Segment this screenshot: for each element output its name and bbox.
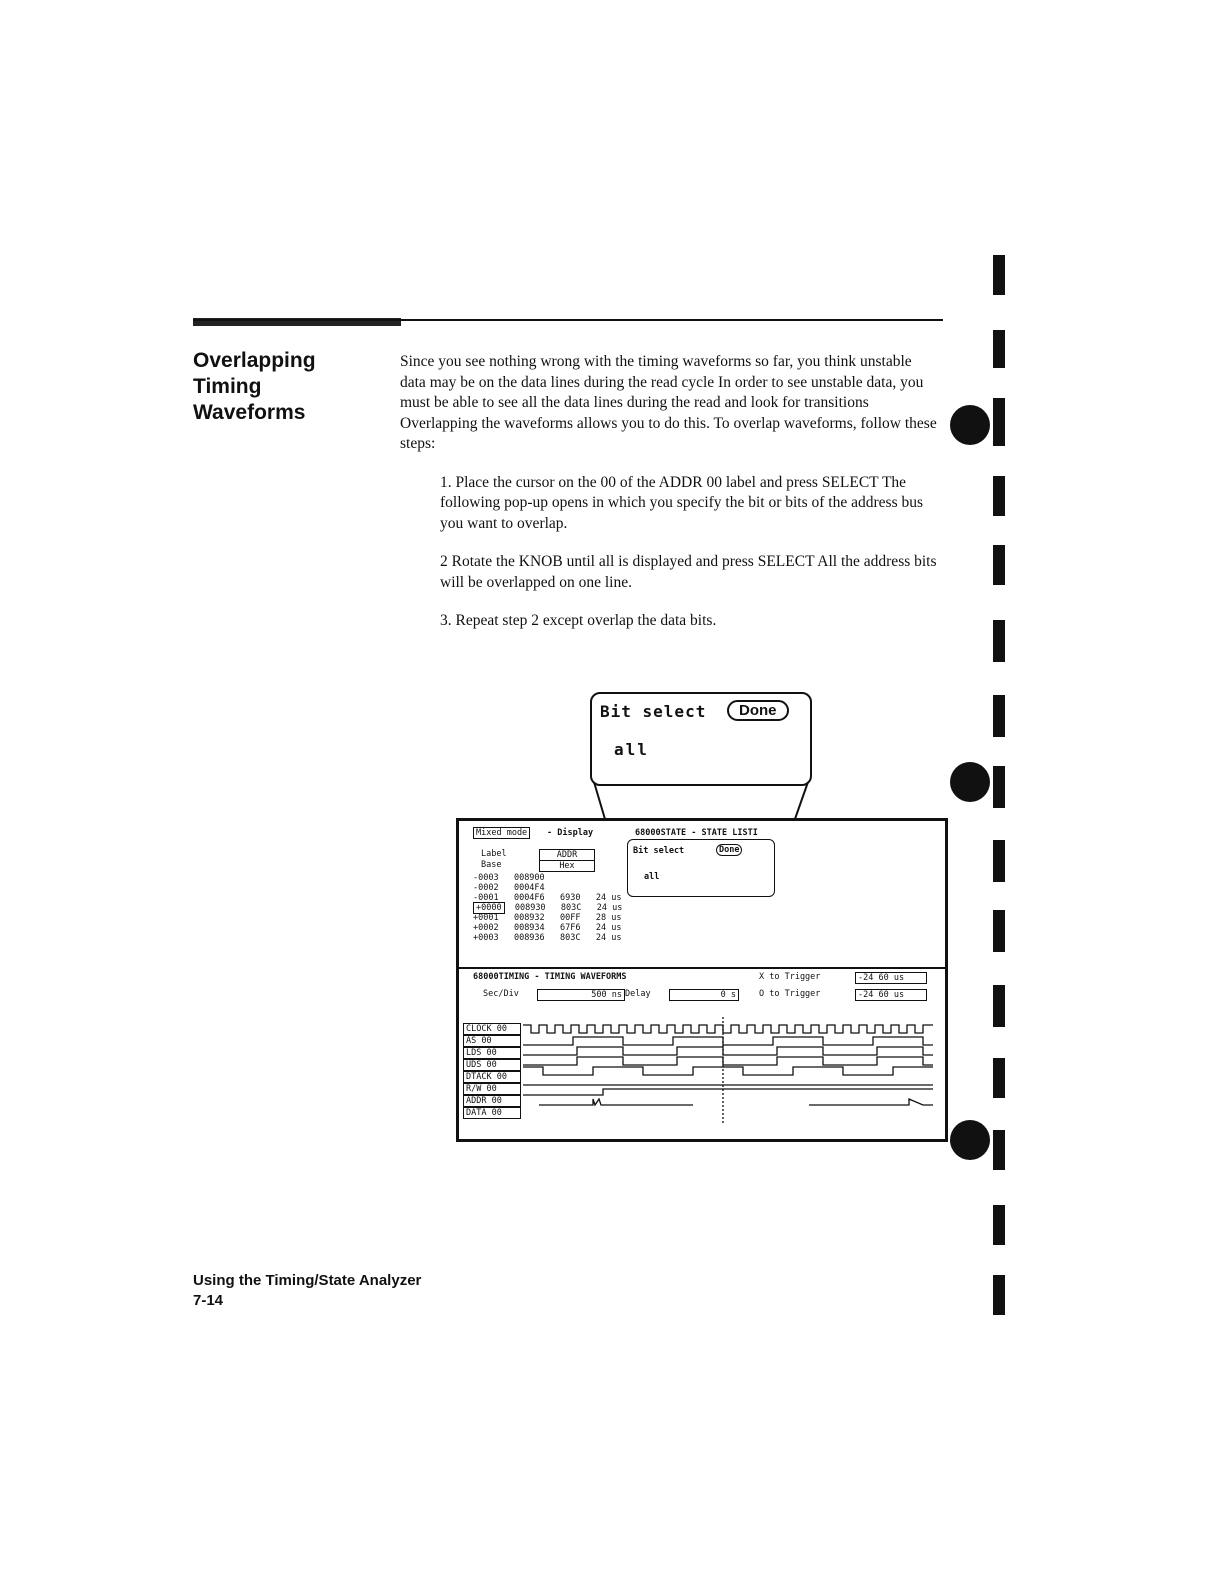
delay-label: Delay (625, 989, 651, 999)
mini-popup-value: all (644, 872, 660, 882)
step-text: Place the cursor on the 00 of the ADDR 00 label and press SELECT The following pop-up opens in which you specify the bit or bits of the address bus you want to overlap. (440, 473, 924, 532)
heading-line: Waveforms (193, 401, 306, 424)
edge-tab-mark (993, 1205, 1005, 1245)
timing-waveforms (523, 1017, 939, 1127)
edge-tab-mark (993, 620, 1005, 662)
edge-tab-mark (993, 1058, 1005, 1098)
dtack-waveform (523, 1067, 933, 1075)
sec-div-label: Sec/Div (483, 989, 519, 999)
table-row: +0000 008930 803C 24 us (473, 903, 773, 913)
step-number: 1. (440, 473, 452, 491)
step-number: 2 (440, 553, 448, 570)
step-number: 3. (440, 612, 452, 629)
as-waveform (523, 1037, 933, 1045)
edge-tab-mark (993, 695, 1005, 737)
step-item (440, 611, 940, 632)
table-row: +0002 008934 67F6 24 us (473, 923, 622, 933)
edge-tab-mark (993, 1130, 1005, 1170)
edge-tab-mark (993, 545, 1005, 585)
edge-tab-mark (993, 476, 1005, 516)
channel-label[interactable]: AS 00 (463, 1035, 521, 1047)
data-waveform (539, 1099, 933, 1105)
popup-value: all (614, 740, 649, 759)
done-button[interactable]: Done (727, 700, 789, 721)
timing-title: 68000TIMING - TIMING WAVEFORMS (473, 972, 627, 982)
channel-label[interactable]: LDS 00 (463, 1047, 521, 1059)
step-text: Rotate the KNOB until all is displayed and press SELECT All the address bits will be overlapped on one line. (440, 553, 937, 591)
mini-popup-title: Bit select (633, 846, 685, 856)
label-field[interactable]: ADDR (539, 849, 595, 861)
edge-tab-mark (993, 985, 1005, 1027)
channel-labels (463, 1023, 521, 1119)
uds-waveform (523, 1057, 933, 1065)
edge-tab-mark (993, 766, 1005, 808)
step-item (440, 552, 940, 593)
clock-waveform (523, 1025, 933, 1033)
binding-hole-mark (950, 1120, 990, 1160)
step-text: Repeat step 2 except overlap the data bits. (455, 612, 717, 629)
page-number: 7-14 (193, 1292, 224, 1309)
footer-title: Using the Timing/State Analyzer (193, 1272, 422, 1289)
header-rule (193, 319, 943, 321)
x-trigger-field[interactable]: -24 60 us (855, 972, 927, 984)
edge-tab-mark (993, 330, 1005, 368)
intro-paragraph: Since you see nothing wrong with the timing waveforms so far, you think unstable data may be on the data lines during the read cycle In order to see unstable data, you must be able to see all the data lines during the read and look for transitions Overlapping the waveforms allows you to do this. To overlap waveforms, follow these steps: (400, 353, 937, 452)
table-row: -0001 0004F6 6930 24 us (473, 893, 622, 903)
table-row: -0002 0004F4 (473, 883, 545, 893)
display-label: - Display (547, 828, 594, 838)
channel-label[interactable]: R/W 00 (463, 1083, 521, 1095)
mode-field[interactable]: Mixed mode (473, 827, 530, 839)
heading-line: Overlapping (193, 349, 316, 372)
binding-hole-mark (950, 405, 990, 445)
section-heading (193, 348, 363, 426)
screen-divider (459, 967, 945, 969)
label-key: Label (481, 849, 507, 859)
table-row: +0003 008936 803C 24 us (473, 933, 622, 943)
footer (193, 1271, 421, 1311)
channel-label[interactable]: DATA 00 (463, 1107, 521, 1119)
edge-tab-mark (993, 840, 1005, 882)
channel-label[interactable]: ADDR 00 (463, 1095, 521, 1107)
sec-div-field[interactable]: 500 ns (537, 989, 625, 1001)
addr-waveform (523, 1089, 933, 1095)
channel-label[interactable]: CLOCK 00 (463, 1023, 521, 1035)
table-row: -0003 008900 (473, 873, 545, 883)
popup-title: Bit select (600, 702, 707, 721)
table-row: +0001 008932 00FF 28 us (473, 913, 622, 923)
step-item (440, 473, 940, 535)
edge-tab-mark (993, 398, 1005, 446)
delay-field[interactable]: 0 s (669, 989, 739, 1001)
heading-line: Timing (193, 375, 262, 398)
body-text (400, 352, 940, 650)
lds-waveform (523, 1047, 933, 1055)
o-trigger-field[interactable]: -24 60 us (855, 989, 927, 1001)
channel-label[interactable]: UDS 00 (463, 1059, 521, 1071)
edge-tab-mark (993, 255, 1005, 295)
analyzer-screen (456, 818, 948, 1142)
edge-tab-mark (993, 910, 1005, 952)
state-listing (473, 873, 773, 943)
base-field[interactable]: Hex (539, 860, 595, 872)
mini-done-button[interactable]: Done (716, 844, 742, 856)
channel-label[interactable]: DTACK 00 (463, 1071, 521, 1083)
state-title: 68000STATE - STATE LISTI (635, 828, 758, 838)
x-trigger-label: X to Trigger (759, 972, 821, 982)
bit-select-popup (590, 692, 812, 786)
edge-tab-mark (993, 1275, 1005, 1315)
binding-hole-mark (950, 762, 990, 802)
o-trigger-label: O to Trigger (759, 989, 821, 999)
base-key: Base (481, 860, 502, 870)
